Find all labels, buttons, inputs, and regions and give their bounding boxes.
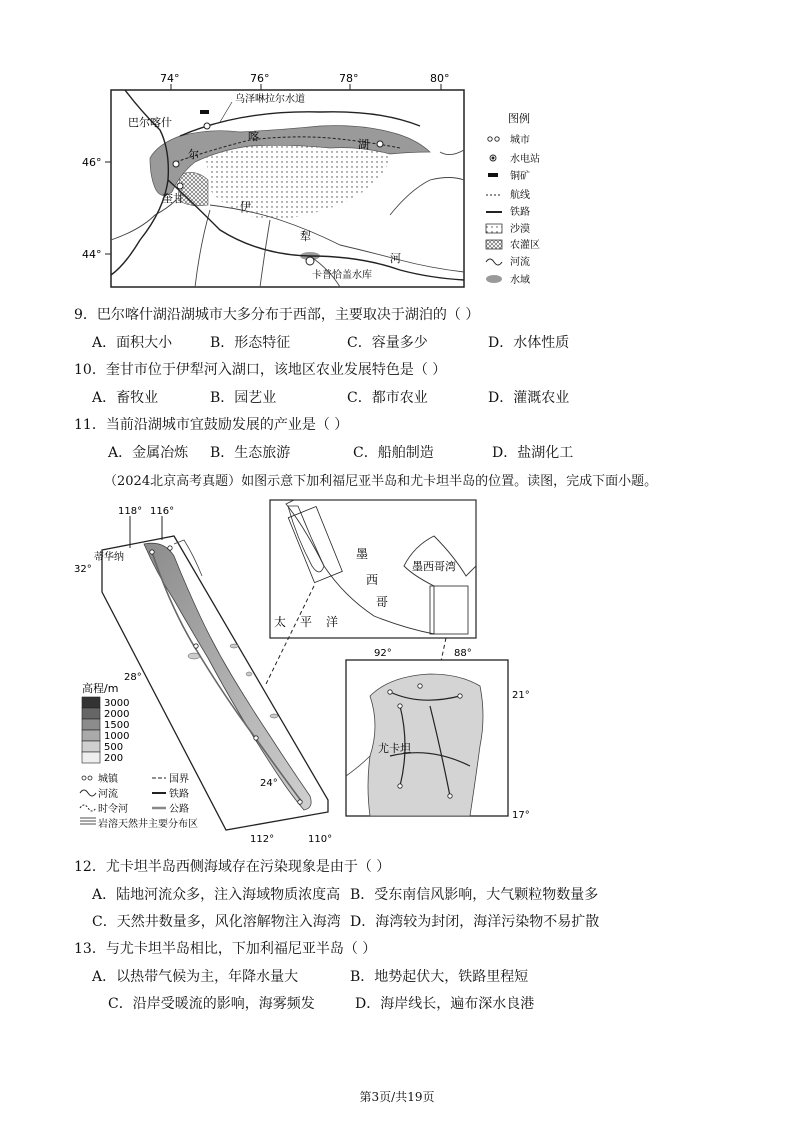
- lon-label: 118°: [118, 506, 143, 517]
- lon-label: 92°: [374, 648, 392, 659]
- peninsula-label: 尤卡坦: [378, 742, 411, 755]
- option[interactable]: B．受东南信风影响，大气颗粒物数量多: [350, 887, 599, 903]
- page-footer: 第3页/共19页: [359, 1090, 435, 1104]
- legend-label: 航线: [510, 190, 530, 201]
- option[interactable]: D．灌溉农业: [488, 390, 570, 406]
- question-11: 11．当前沿湖城市宜鼓励发展的产业是（ ）: [74, 417, 349, 433]
- overview-label: 西: [366, 573, 379, 587]
- option[interactable]: C．船舶制造: [353, 445, 434, 461]
- lat-label: 28°: [124, 672, 142, 683]
- option[interactable]: D．盐湖化工: [492, 445, 574, 461]
- overview-label: 洋: [326, 615, 339, 629]
- elevation-level: 2000: [104, 709, 130, 720]
- lon-label: 116°: [150, 506, 175, 517]
- map-legend: [486, 111, 540, 286]
- legend-label: 河流: [98, 789, 118, 800]
- lon-label: 76°: [250, 72, 270, 85]
- overview-label: 哥: [376, 595, 389, 609]
- option[interactable]: B．形态特征: [210, 335, 291, 351]
- legend-label: 沙漠: [510, 224, 530, 235]
- balkhash-map: [80, 40, 570, 292]
- legend-label: 公路: [169, 804, 189, 815]
- elevation-level: 500: [104, 742, 124, 753]
- lon-label: 80°: [430, 72, 450, 85]
- option[interactable]: B．生态旅游: [210, 445, 291, 461]
- lake-char: 喀: [248, 130, 259, 143]
- lat-label: 24°: [260, 778, 278, 789]
- city-label: 蒂华纳: [94, 552, 124, 563]
- elevation-level: 1500: [104, 720, 130, 731]
- option[interactable]: D．水体性质: [488, 335, 570, 351]
- legend-label: 城市: [510, 135, 530, 146]
- overview-label: 太: [274, 615, 287, 629]
- legend-label: 河流: [510, 257, 530, 268]
- legend-label: 铁路: [510, 207, 530, 218]
- overview-label: 平: [300, 615, 313, 629]
- lat-label: 32°: [74, 564, 92, 575]
- question-10: 10．奎甘市位于伊犁河入湖口，该地区农业发展特色是（ ）: [74, 362, 447, 378]
- lat-label: 17°: [512, 810, 530, 821]
- lake-char: 尔: [188, 148, 199, 161]
- option[interactable]: C．都市农业: [347, 390, 428, 406]
- lat-label: 44°: [82, 248, 102, 261]
- option[interactable]: C．天然井数量多，风化溶解物注入海湾: [92, 914, 341, 930]
- elevation-level: 200: [104, 753, 124, 764]
- town-marker: [150, 550, 154, 554]
- option[interactable]: C．容量多少: [347, 335, 428, 351]
- option[interactable]: A．金属冶炼: [108, 445, 189, 461]
- legend-label: 铜矿: [510, 171, 530, 182]
- question-12: 12．尤卡坦半岛西侧海域存在污染现象是由于（ ）: [74, 859, 391, 875]
- lon-label: 78°: [339, 72, 359, 85]
- city-label: 奎甘: [162, 192, 184, 205]
- elevation-level: 1000: [104, 731, 130, 742]
- river-char: 伊: [240, 200, 251, 213]
- option[interactable]: D．海湾较为封闭，海洋污染物不易扩散: [350, 914, 600, 930]
- option[interactable]: A．陆地河流众多，注入海域物质浓度高: [92, 887, 341, 903]
- legend-label: 时令河: [98, 804, 128, 815]
- lon-label: 88°: [454, 648, 472, 659]
- option[interactable]: C．沿岸受暖流的影响，海雾频发: [108, 996, 315, 1012]
- copper-mine-marker: [200, 110, 209, 114]
- legend-label: 铁路: [169, 789, 189, 800]
- legend-label: 水域: [510, 275, 530, 286]
- overview-label: 墨: [356, 547, 369, 561]
- city-marker: [204, 123, 210, 129]
- lat-label: 21°: [512, 690, 530, 701]
- section-intro: （2024北京高考真题）如图示意下加利福尼亚半岛和尤卡坦半岛的位置。读图，完成下面小题。: [104, 474, 658, 489]
- option[interactable]: A．面积大小: [92, 335, 173, 351]
- option[interactable]: A．畜牧业: [92, 390, 159, 406]
- option[interactable]: A．以热带气候为主，年降水量大: [92, 969, 299, 985]
- option[interactable]: B．地势起伏大，铁路里程短: [350, 969, 529, 985]
- reservoir-label: 卡普恰盖水库: [312, 270, 372, 281]
- river-char: 河: [390, 252, 401, 265]
- elevation-level: 3000: [104, 698, 130, 709]
- legend-label: 岩溶天然井主要分布区: [98, 819, 198, 830]
- lat-label: 46°: [82, 156, 102, 169]
- lake-char: 湖: [358, 138, 369, 151]
- yucatan-map: [330, 646, 540, 826]
- question-9: 9．巴尔喀什湖沿湖城市大多分布于西部，主要取决于湖泊的（ ）: [74, 307, 480, 323]
- legend-label: 水电站: [510, 154, 540, 165]
- lon-label: 112°: [250, 834, 275, 844]
- overview-label: 墨西哥湾: [412, 560, 456, 573]
- legend-label: 国界: [169, 774, 189, 785]
- option[interactable]: D．海岸线长，遍布深水良港: [355, 996, 535, 1012]
- legend-label: 农灌区: [510, 240, 540, 251]
- legend-title: 图例: [508, 112, 530, 125]
- lon-label: 110°: [308, 834, 333, 844]
- river-char: 犁: [300, 230, 311, 243]
- option[interactable]: B．园艺业: [210, 390, 277, 406]
- legend-label: 城镇: [98, 774, 118, 785]
- canal-label: 乌泽啉拉尔水道: [235, 94, 305, 105]
- elevation-title: 高程/m: [82, 682, 119, 695]
- question-13: 13．与尤卡坦半岛相比，下加利福尼亚半岛（ ）: [74, 941, 377, 957]
- city-label: 巴尔喀什: [128, 116, 172, 129]
- lon-label: 74°: [160, 72, 180, 85]
